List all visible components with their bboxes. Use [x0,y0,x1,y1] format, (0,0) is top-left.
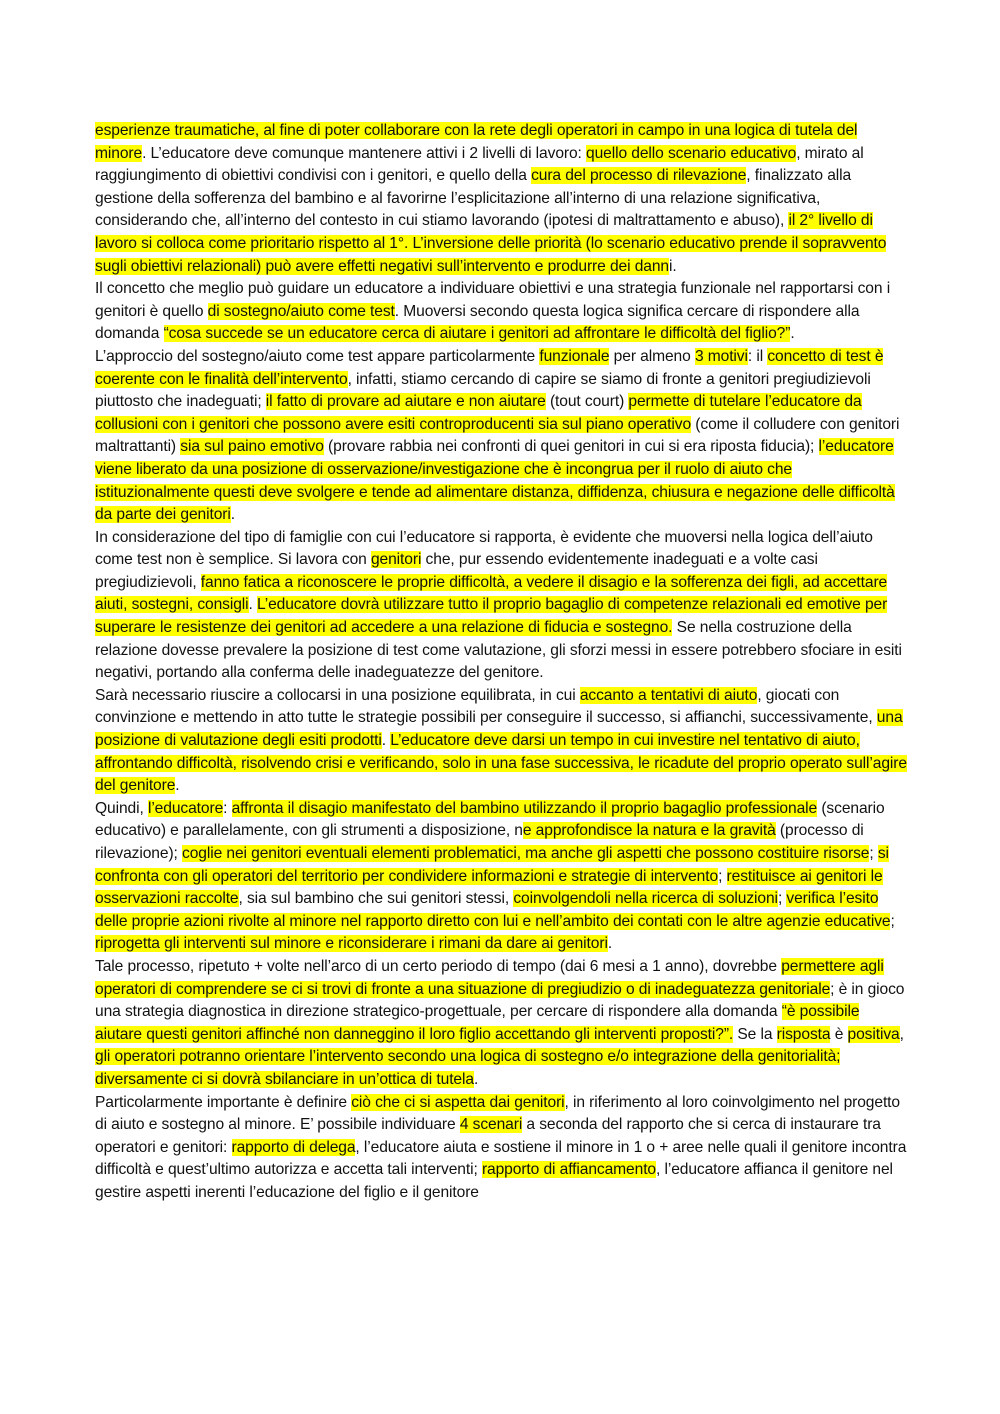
text-run: . [790,325,795,343]
highlighted-text: ciò che ci si aspetta dai genitori [351,1093,565,1111]
highlighted-text: affronta il disagio manifestato del bambino utilizzando il proprio bagaglio professionale [231,799,818,817]
highlighted-text: di sostegno/aiuto come test [207,302,395,320]
highlighted-text: concetto di test è coerente con le finalità dell’intervento [95,347,884,388]
text-run: . [175,777,180,795]
highlighted-text: coglie nei genitori eventuali elementi problematici, ma anche gli aspetti che possono costituire risorse [182,845,870,862]
text-run: , sia sul bambino che sui genitori stessi, [238,890,514,908]
highlighted-text: il fatto di provare ad aiutare e non aiutare [265,393,546,411]
paragraph [95,1092,907,1205]
highlighted-text: esperienze traumatiche, al fine di poter collaborare con la rete degli operatori in campo in una logica di tutela del minore [95,122,858,162]
text-run: : [223,799,232,817]
text-run: . [230,506,235,524]
paragraph [95,685,907,798]
paragraph [95,798,907,956]
highlighted-text: funzionale [539,347,610,365]
text-run: , mirato al raggiungimento di obiettivi condivisi con i genitori, e quello della [95,144,864,185]
text-run: (processo di rilevazione); [95,822,864,862]
text-run: L’approccio del sostegno/aiuto come test appare particolarmente [95,347,540,365]
highlighted-text: sia sul paino emotivo [180,438,324,456]
highlighted-text: cura del processo di rilevazione [531,167,747,185]
text-run: Tale processo, ripetuto + volte nell’arco di un certo periodo di tempo (dai 6 mesi a 1 anno), dovrebbe [95,957,782,975]
text-run: . L’educatore deve comunque mantenere attivi i 2 livelli di lavoro: [142,144,587,162]
text-run: , l’educatore affianca il genitore nel gestire aspetti inerenti l’educazione del figlio e il genitore [95,1161,893,1201]
text-run: che, pur essendo evidentemente inadeguati e a volte casi pregiudizievoli, [95,551,818,591]
highlighted-text: L’educatore dovrà utilizzare tutto il proprio bagaglio di competenze relazionali ed emotive per superare le resistenze dei genitori ad accedere a una relazione di fiducia e sostegno. [95,596,888,637]
text-run: . [473,1070,479,1088]
highlighted-text: accanto a tentativi di aiuto [579,686,758,704]
highlighted-text: genitori [370,551,422,569]
highlighted-text: e approfondisce la natura e la gravità [522,822,776,840]
text-run: Se la [733,1025,777,1043]
paragraph [95,346,907,527]
highlighted-text: 3 motivi [694,347,748,365]
text-run: (tout court) [545,393,629,411]
highlighted-text: verifica l’esito delle proprie azioni rivolte al minore nel rapporto diretto con lui e nell’ambito dei contati con le altre agenzie educative [95,890,891,930]
text-run: , finalizzato alla gestione della sofferenza del bambino e al favorirne l’esplicitazione all’interno di una relazione significativa, considerando che, all’interno del contesto in cui stiamo lavorando (ipotesi di maltrattamento e abuso), [95,167,852,230]
text-run: i. [669,257,677,275]
highlighted-text: restituisce ai genitori le osservazioni raccolte [95,867,883,908]
highlighted-text: positiva [847,1025,900,1043]
text-run: (scenario educativo) e parallelamente, con gli strumenti a disposizione, n [95,799,885,840]
paragraph [95,527,907,685]
highlighted-text: si confronta con gli operatori del territorio per condividere informazioni e strategie di intervento [95,845,889,885]
highlighted-text: gli operatori potranno orientare l’intervento secondo una logica di sostegno e/o integrazione della genitorialità; diversamente ci si dovrà sbilanciare in un’ottica di tutela [95,1048,841,1088]
text-run: Quindi, [95,799,148,817]
highlighted-text: 4 scenari [459,1116,523,1134]
text-run: , [899,1025,904,1043]
text-run: a seconda del rapporto che si cerca di instaurare tra operatori e genitori: [95,1116,881,1156]
document-page [95,120,907,1205]
highlighted-text: fanno fatica a riconoscere le proprie difficoltà, a vedere il disagio e la sofferenza dei figli, ad accettare aiuti, sostegni, consigli [95,573,888,614]
paragraph [95,278,907,346]
paragraph [95,120,907,278]
text-run: ; [890,912,895,930]
text-run: Particolarmente importante è definire [95,1093,352,1111]
text-run: . Muoversi secondo questa logica significa cercare di rispondere alla domanda [95,302,860,343]
text-run: : il [747,347,768,365]
highlighted-text: “è possibile aiutare questi genitori affinché non danneggino il loro figlio accettando gli interventi proposti?”. [95,1003,860,1043]
text-run: . [248,596,257,614]
highlighted-text: “cosa succede se un educatore cerca di aiutare i genitori ad affrontare le difficoltà del figlio?” [163,325,791,343]
highlighted-text: rapporto di affiancamento [481,1161,656,1179]
text-run: ; è in gioco una strategia diagnostica in direzione strategico-progettuale, per cercare di rispondere alla domanda [95,980,905,1021]
text-run: , in riferimento al loro coinvolgimento nel progetto di aiuto e sostegno al minore. E’ possibile individuare [95,1093,900,1134]
paragraph [95,956,907,1092]
text-run: Il concetto che meglio può guidare un educatore a individuare obiettivi e una strategia funzionale nel rapportarsi con i genitori è quello [95,280,891,320]
text-run: . [607,935,613,953]
text-run: è [830,1025,848,1043]
text-run: ; [777,890,787,908]
text-run: ; [718,867,727,885]
highlighted-text: permette di tutelare l’educatore da collusioni con i genitori che possono avere esiti controproducenti sia sul piano operativo [95,393,862,433]
highlighted-text: L’educatore deve darsi un tempo in cui investire nel tentativo di aiuto, affrontando difficoltà, risolvendo crisi e verificando, solo in una fase successiva, le ricadute del proprio operato sull’agire del genitore [95,732,907,795]
text-run: , giocati con convinzione e mettendo in atto tutte le strategie possibili per conseguire il successo, si affianchi, successivamente, [95,686,877,727]
highlighted-text: coinvolgendoli nella ricerca di soluzioni [513,890,778,908]
highlighted-text: il 2° livello di lavoro si colloca come prioritario rispetto al 1°. L’inversione delle priorità (lo scenario educativo prende il sopravvento sugli obiettivi relazionali) può avere effetti negativi sull’intervento e produrre dei dann [95,212,887,275]
text-run: per almeno [609,347,695,365]
text-run: ; [869,845,878,862]
highlighted-text: quello dello scenario educativo [586,144,797,162]
text-run: Se nella costruzione della relazione dovesse prevalere la posizione di test come valutazione, gli sforzi messi in essere potrebbero sfociare in esiti negativi, portando alla conferma delle inadeguatezze del genitore. [95,619,902,682]
text-run: . [381,732,391,750]
highlighted-text: riprogetta gli interventi sul minore e riconsiderare i rimani da dare ai genitori [95,935,608,953]
highlighted-text: l’educatore viene liberato da una posizione di osservazione/investigazione che è incongrua per il ruolo di aiuto che istituzionalmente questi deve svolgere e tende ad alimentare distanza, diffidenza, chiusura e negazione delle difficoltà da parte dei genitori [95,438,895,524]
text-run: Sarà necessario riuscire a collocarsi in una posizione equilibrata, in cui [95,686,580,704]
highlighted-text: permettere agli operatori di comprendere se ci si trovi di fronte a una situazione di pregiudizio o di inadeguatezza genitoriale [95,957,884,998]
highlighted-text: una posizione di valutazione degli esiti prodotti [95,709,903,750]
text-run: In considerazione del tipo di famiglie con cui l’educatore si rapporta, è evidente che muoversi nella logica dell’aiuto come test non è semplice. Si lavora con [95,528,873,569]
text-run: , infatti, stiamo cercando di capire se siamo di fronte a genitori pregiudizievoli piuttosto che inadeguati; [95,370,871,411]
text-run: (come il colludere con genitori maltrattanti) [95,415,900,456]
highlighted-text: l’educatore [147,799,224,817]
highlighted-text: rapporto di delega [231,1138,356,1156]
highlighted-text: risposta [776,1025,831,1043]
text-run: (provare rabbia nei confronti di quei genitori in cui si era riposta fiducia); [323,438,819,456]
text-run: , l’educatore aiuta e sostiene il minore in 1 o + aree nelle quali il genitore incontra difficoltà e quest’ultimo autorizza e accetta tali interventi; [95,1138,907,1179]
